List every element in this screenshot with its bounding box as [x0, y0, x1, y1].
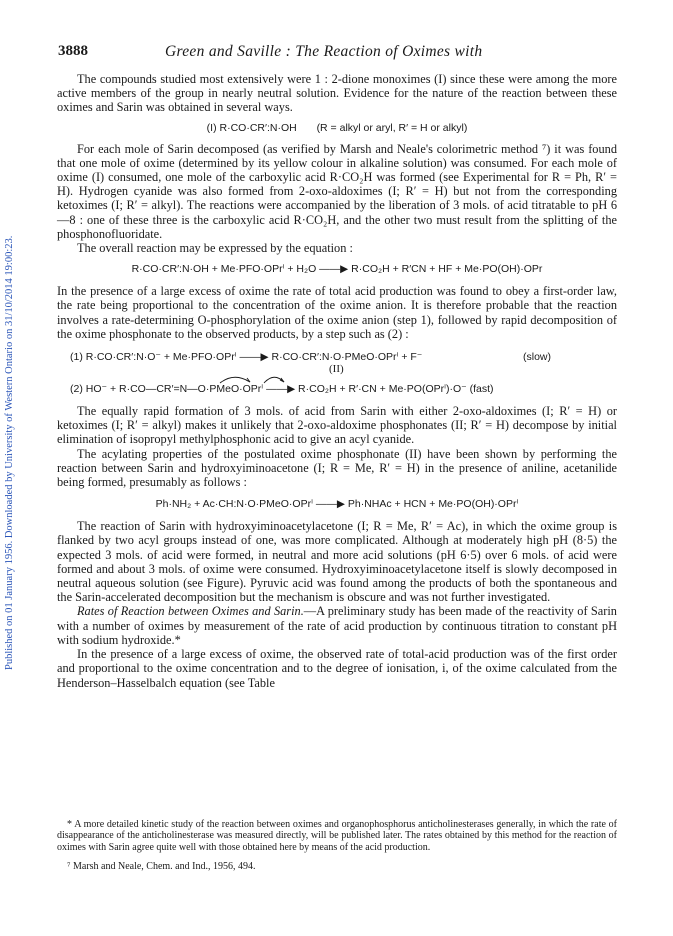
running-title: Green and Saville : The Reaction of Oximes with: [165, 43, 483, 60]
equation-oxime-I: [57, 122, 617, 134]
equation-oxime-I-formula: (I) R·CO·CR′:N·OH: [206, 121, 297, 134]
paragraph-2: For each mole of Sarin decomposed (as verified by Marsh and Neale's colorimetric method ⁷) it was found that one mole of oxime (determined by its yellow colour in alkaline solution) was consumed. For each mole of oxime (I) consumed, one mole of the carboxylic acid R·CO₂H was formed (see Experimental for R = Ph, R′ = H). Hydrogen cyanide was also formed from 2-oxo-aldoximes (I; R′ = H) but not from the corresponding ketoximes (I; R′ = alkyl). The reactions were accompanied by the liberation of 3 mols. of acid titratable to pH 6—8 : one of these three is the carboxylic acid R·CO₂H, and the other two must result from the splitting of the phosphonofluoridate.: [57, 141, 617, 241]
compound-II-label: (II): [329, 363, 344, 376]
article-body: [57, 72, 617, 690]
reference-7: ⁷ Marsh and Neale, Chem. and Ind., 1956, 494.: [67, 861, 256, 873]
compound-II-label-row: [57, 363, 617, 380]
paragraph-8: [57, 604, 617, 647]
reaction-step-1-equation: (1) R·CO·CR′:N·O⁻ + Me·PFO·OPrⁱ ——▶ R·CO·CR′:N·O·PMeO·OPrⁱ + F⁻: [70, 351, 423, 364]
download-watermark: [3, 150, 17, 670]
page-number: 3888: [58, 43, 88, 59]
reaction-step-2-equation: (2) HO⁻ + R·CO—CR′=N—O·PMeO·OPrⁱ ——▶ R·CO₂H + R′·CN + Me·PO(OPrⁱ)·O⁻ (fast): [70, 383, 494, 396]
equation-overall: R·CO·CR′:N·OH + Me·PFO·OPrⁱ + H₂O ——▶ R·CO₂H + R′CN + HF + Me·PO(OH)·OPr: [131, 263, 543, 276]
paragraph-4: In the presence of a large excess of oxime the rate of total acid production was found to obey a first-order law, the rate being proportional to the concentration of the oxime anion. It is therefore probable that the reaction involves a rate-determining O-phosphorylation of the oxime anion (step 1), followed by rapid decomposition of the oxime phosphonate to the observed products, by a step such as (2) :: [57, 284, 617, 341]
paragraph-7: The reaction of Sarin with hydroxyiminoacetylacetone (I; R = Me, R′ = Ac), in which the oxime group is flanked by two acyl groups instead of one, was more complicated. Although at moderately high pH (8·5) the expected 3 mols. of acid were formed, in neutral and more acid solutions (pH 6·5) over 6 mols. of acid were formed and about 3 mols. of oxime were consumed. Hydroxyiminoacetylacetone itself is slowly decomposed in neutral aqueous solution (see Figure). Pyruvic acid was found among the products of both the spontaneous and the Sarin-accelerated decomposition but the mechanism is obscure and was not further investigated.: [57, 519, 617, 605]
paragraph-5: [57, 404, 617, 447]
reaction-step-2: [57, 380, 617, 398]
reaction-step-1-rate: (slow): [523, 351, 551, 364]
paragraph-3: The overall reaction may be expressed by the equation :: [77, 241, 353, 256]
footnote-star: * A more detailed kinetic study of the reaction between oximes and organophosphorus anticholinesterases generally, in which the rate of disappearance of the anticholinesterase was measured directly, will be published later. The rates obtained by this method for the reaction of oximes with Sarin agree quite well with those obtained here by means of the acid production.: [57, 819, 617, 853]
page-header: [58, 43, 618, 63]
paragraph-8-text: —A preliminary study has been made of the reactivity of Sarin with a number of oximes by measurement of the rate of acid production by continuous titration to constant pH with sodium hydroxide.*: [57, 604, 617, 647]
paragraph-6: The acylating properties of the postulated oxime phosphonate (II) have been shown by performing the reaction between Sarin and hydroxyiminoacetone (I; R = Me, R′ = H) in the presence of aniline, acetanilide being formed, presumably as follows :: [57, 446, 617, 490]
paragraph-5-text: The equally rapid formation of 3 mols. of acid from Sarin with either 2-oxo-aldoximes (I; R′ = H) or ketoximes (I; R′ = alkyl) makes it unlikely that 2-oxo-aldoxime phosphonates (II; R′ = H) decompose by initial elimination of isopropyl methylphosphonic acid to give an acyl cyanide.: [57, 404, 617, 447]
footnotes: [57, 819, 617, 873]
download-watermark-text: Published on 01 January 1956. Downloaded by University of Western Ontario on 31/10/2014 19:00:23.: [4, 235, 15, 670]
paragraph-9: In the presence of a large excess of oxime, the observed rate of total-acid production was of the first order and proportional to the oxime concentration and to the degree of ionisation, i, of the oxime calculated from the Henderson–Hasselbalch equation (see Table: [57, 647, 617, 690]
section-heading-rates: Rates of Reaction between Oximes and Sarin.: [77, 604, 304, 619]
equation-oxime-I-condition: (R = alkyl or aryl, R′ = H or alkyl): [316, 121, 468, 134]
equation-aniline: Ph·NH₂ + Ac·CH:N·O·PMeO·OPrⁱ ——▶ Ph·NHAc + HCN + Me·PO(OH)·OPrⁱ: [155, 498, 519, 511]
paragraph-1: The compounds studied most extensively were 1 : 2-dione monoximes (I) since these were among the more active members of the group in nearly neutral solution. Evidence for the nature of the reaction between these oximes and Sarin was obtained in several ways.: [57, 72, 617, 115]
